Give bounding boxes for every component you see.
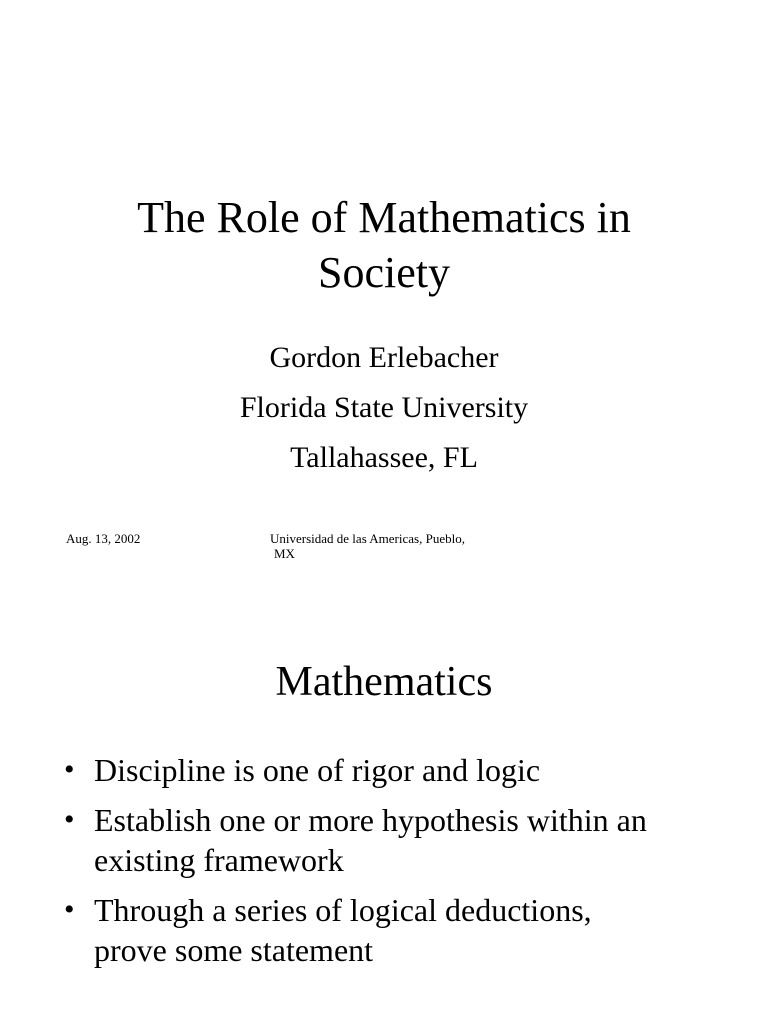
footer-venue (270, 531, 510, 561)
bullet-icon: • (64, 893, 75, 926)
bullet-list (64, 750, 724, 980)
bullet-icon: • (64, 753, 75, 786)
bullet-text-line-1: Discipline is one of rigor and logic (94, 752, 541, 788)
bullet-text-line-2: existing framework (94, 842, 344, 878)
footer-venue-line-1: Universidad de las Americas, Pueblo, (270, 531, 465, 546)
bullet-text-line-2: prove some statement (94, 932, 374, 968)
footer-venue-line-2: MX (274, 546, 295, 561)
bullet-item (64, 800, 724, 880)
slide-mathematics (0, 590, 768, 1024)
author-name: Gordon Erlebacher (269, 341, 499, 374)
bullet-item (64, 890, 724, 970)
title-line-2: Society (318, 248, 450, 297)
presentation-title (0, 190, 768, 300)
bullet-text-line-1: Through a series of logical deductions, (94, 892, 592, 928)
footer-date: Aug. 13, 2002 (66, 531, 141, 546)
title-line-1: The Role of Mathematics in (137, 193, 631, 242)
slide-heading: Mathematics (275, 659, 493, 705)
bullet-icon: • (64, 803, 75, 836)
author-location: Tallahassee, FL (290, 441, 478, 474)
author-block (0, 333, 768, 483)
bullet-item (64, 750, 724, 790)
author-affiliation: Florida State University (239, 391, 529, 424)
bullet-text-line-1: Establish one or more hypothesis within an (94, 802, 647, 838)
